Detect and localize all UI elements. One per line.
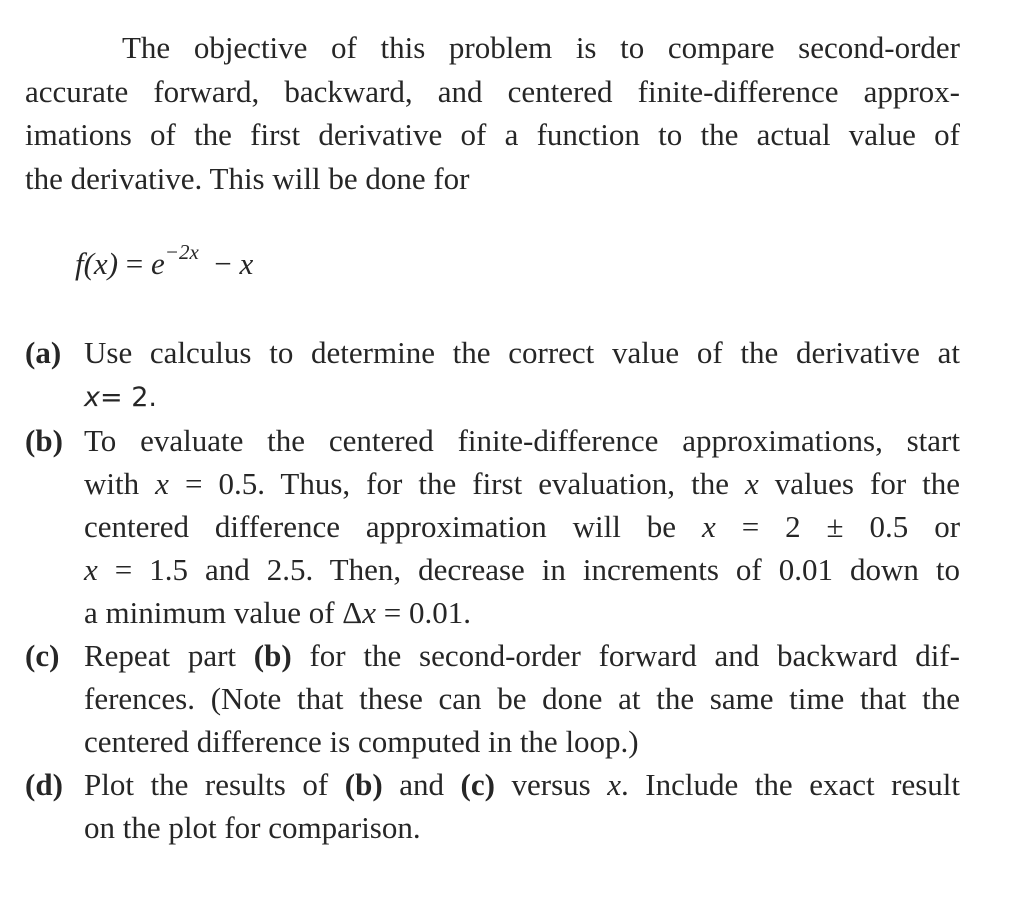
part-a-line-1: Use calculus to determine the correct value of the derivative at xyxy=(84,335,960,370)
part-a xyxy=(25,331,960,419)
part-label: (c) xyxy=(25,638,60,673)
formula-equals: = xyxy=(125,246,144,281)
part-label: (a) xyxy=(25,335,62,370)
intro-paragraph xyxy=(25,26,960,200)
part-b xyxy=(25,419,960,634)
function-formula xyxy=(75,242,253,286)
intro-line: The objective of this problem is to compare second-order xyxy=(122,30,960,65)
intro-line: imations of the first derivative of a function to the actual value of xyxy=(25,117,960,152)
part-b-line-5: a minimum value of Δx = 0.01. xyxy=(84,595,471,630)
intro-line: accurate forward, backward, and centered finite-difference approx- xyxy=(25,73,960,109)
part-b-line-4: x = 1.5 and 2.5. Then, decrease in increments of 0.01 down to xyxy=(84,552,960,587)
part-b-line-2: with x = 0.5. Thus, for the first evaluation, the x values for the xyxy=(84,466,961,501)
formula-minus: − xyxy=(214,246,232,281)
part-label: (b) xyxy=(25,423,63,458)
part-b-line-3: centered difference approximation will be x = 2 ± 0.5 or xyxy=(84,509,961,544)
part-c-line-3: centered difference is computed in the loop.) xyxy=(84,724,639,759)
part-b-line-1: To evaluate the centered finite-difference approximations, start xyxy=(84,423,960,458)
intro-line: the derivative. This will be done for xyxy=(25,160,470,196)
part-d-line-2: on the plot for comparison. xyxy=(84,810,421,845)
part-label: (d) xyxy=(25,767,63,802)
part-c-line-1: Repeat part (b) for the second-order forward and backward dif- xyxy=(84,638,960,673)
part-c xyxy=(25,634,960,763)
formula-exponent: −2x xyxy=(164,240,199,264)
part-c-line-2: ferences. (Note that these can be done at the same time that the xyxy=(84,681,960,716)
formula-lhs: f(x) xyxy=(75,246,119,281)
part-a-line-2: x= 2. xyxy=(84,382,157,413)
part-d-line-1: Plot the results of (b) and (c) versus x. Include the exact result xyxy=(84,767,961,802)
formula-var: x xyxy=(239,246,254,281)
formula-base: e xyxy=(151,246,165,281)
problem-parts xyxy=(25,331,960,849)
part-d xyxy=(25,763,960,849)
